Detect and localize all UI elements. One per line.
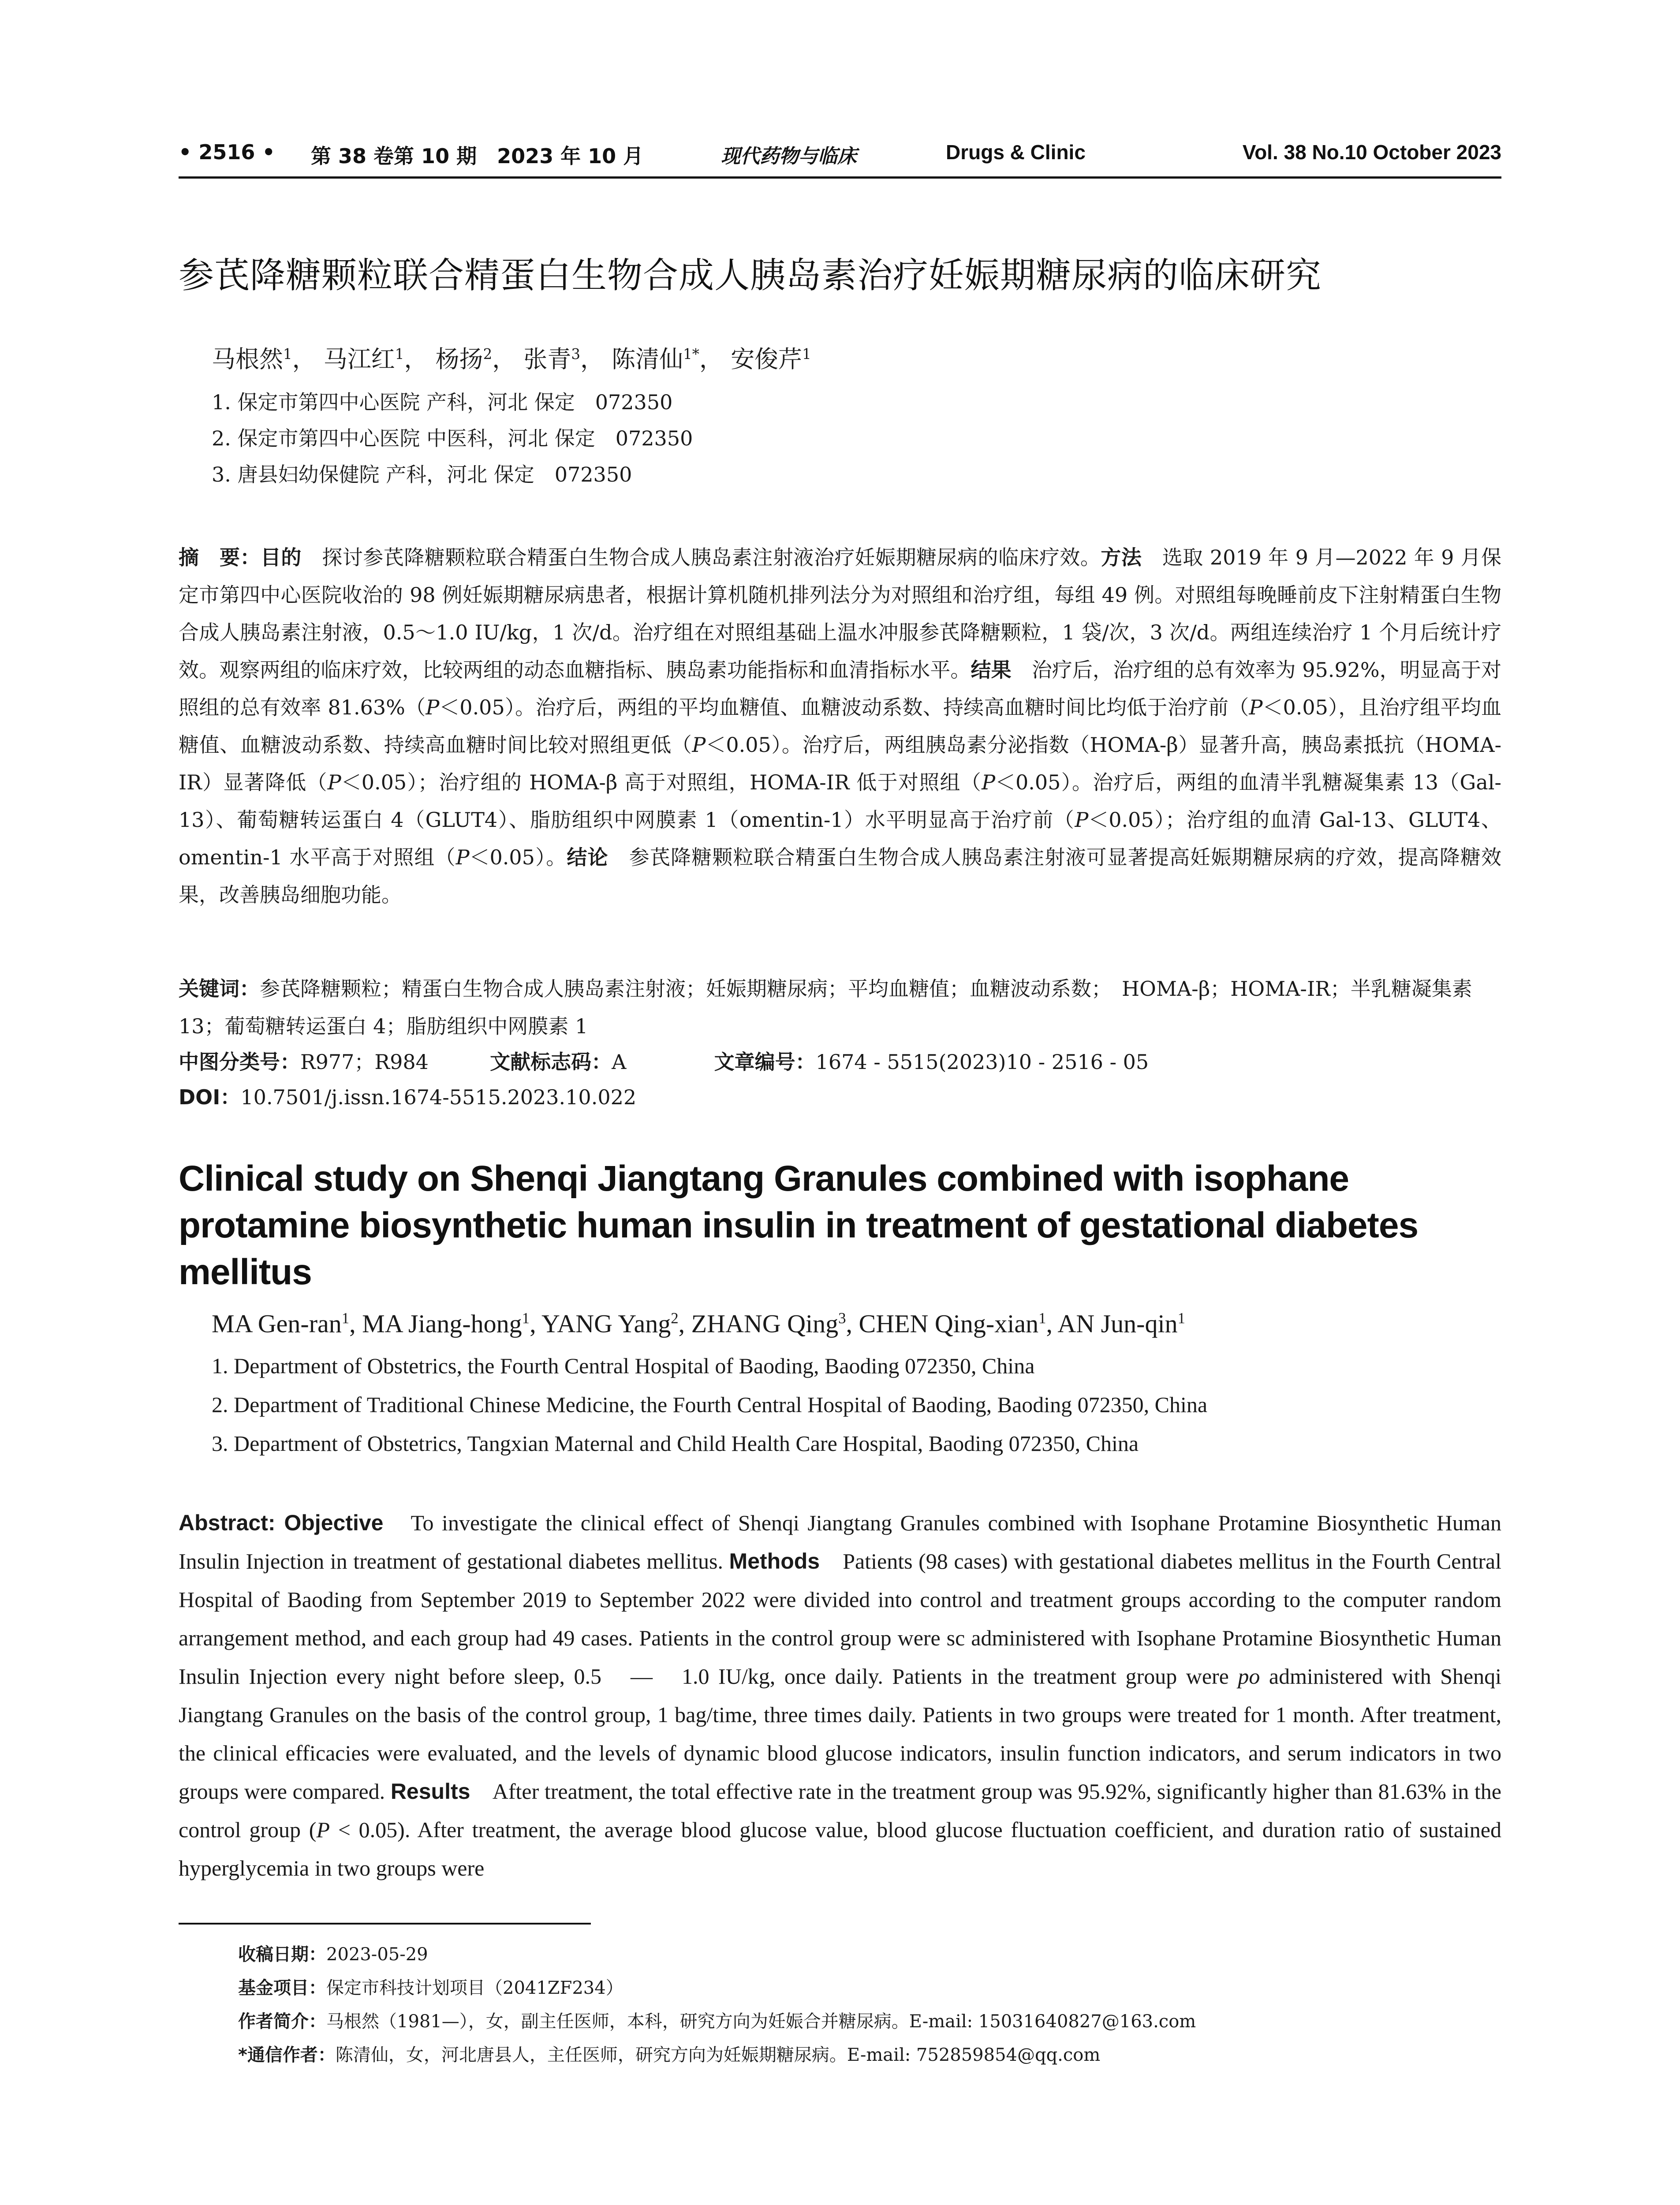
methods-label: Methods	[729, 1549, 820, 1573]
author-sup: 1	[802, 346, 811, 363]
footnote-funding	[238, 1974, 623, 1999]
clc-label: 中图分类号：	[179, 1050, 300, 1074]
footnote-label: 基金项目：	[238, 1978, 326, 1998]
keywords-text: 参芪降糖颗粒；精蛋白生物合成人胰岛素注射液；妊娠期糖尿病；平均血糖值；血糖波动系数； HOMA-β；HOMA-IR；半乳糖凝集素 13；葡萄糖转运蛋白 4；脂肪组织中网膜素 1	[179, 977, 1472, 1038]
objective-label: 目的	[260, 546, 302, 569]
abstract-en	[179, 1504, 1501, 1887]
affiliation-en: 1. Department of Obstetrics, the Fourth Central Hospital of Baoding, Baoding 072350, China	[212, 1353, 1035, 1378]
results-text: < 0.05). After treatment, the average blood glucose value, blood glucose fluctuation coefficient, and duration ratio of sustained hyperglycemia in two groups were	[179, 1817, 1502, 1880]
p-symbol: P	[1075, 808, 1089, 832]
title-cn: 参芪降糖颗粒联合精蛋白生物合成人胰岛素治疗妊娠期糖尿病的临床研究	[179, 255, 1322, 296]
methods-text: administered with Shenqi Jiangtang Granules on the basis of the control group, 1 bag/time, three times daily. Patients in two groups were treated for 1 month. After treatment, the clinical efficacies were evaluated, and the levels of dynamic blood glucose indicators, insulin function indicators, and serum indicators in two groups were compared.	[179, 1664, 1501, 1804]
author-cn: 杨扬	[435, 345, 483, 373]
author-separator: ,	[349, 1309, 362, 1338]
abstract-objective-label: Abstract: Objective	[179, 1510, 384, 1535]
author-cn: 安俊芹	[731, 345, 803, 373]
p-symbol: P	[1249, 695, 1263, 719]
article-no-label: 文章编号：	[714, 1050, 816, 1074]
p-symbol: P	[455, 845, 470, 869]
methods-text: 选取 2019 年 9 月—2022 年 9 月保定市第四中心医院收治的 98 例妊娠期糖尿病患者，根据计算机随机排列法分为对照组和治疗组，每组 49 例。对照组每晚睡前皮下注射精蛋白生物合成人胰岛素注射液，0.5～1.0 IU/kg，1 次/d。治疗组在对照组基础上温水冲服参芪降糖颗粒，1 袋/次，3 次/d。两组连续治疗 1 个月后统计疗效。观察两组的临床疗效，比较两组的动态血糖指标、胰岛素功能指标和血清指标水平。	[179, 546, 1502, 682]
results-label: 结果	[971, 658, 1012, 682]
footnote-text: 马根然（1981—），女，副主任医师，本科，研究方向为妊娠合并糖尿病。E-mail: 15031640827@163.com	[326, 2011, 1196, 2032]
results-text: 治疗后，治疗组的总有效率为 95.92%，明显高于对照组的总有效率 81.63%（	[179, 658, 1502, 719]
author-separator: ,	[1046, 1309, 1058, 1338]
author-cn: 马江红	[323, 345, 395, 373]
footnote-text: 保定市科技计划项目（2041ZF234）	[326, 1978, 623, 1998]
footnote-label: 作者简介：	[238, 2011, 326, 2032]
methods-text: Patients (98 cases) with gestational diabetes mellitus in the Fourth Central Hospital of Baoding from September 2019 to September 2022 were divided into control and treatment groups according to the computer random arrangement method, and each group had 49 cases. Patients in the control group were sc administered with Isophane Protamine Biosynthetic Human Insulin Injection every night before sleep, 0.5 — 1.0 IU/kg, once daily. Patients in the treatment group were	[179, 1549, 1501, 1689]
clc-value: R977；R984	[300, 1050, 429, 1074]
doi-value: 10.7501/j.issn.1674-5515.2023.10.022	[240, 1085, 637, 1109]
results-text: After treatment, the total effective rate in the treatment group was 95.92%, significantly higher than 81.63% in the control group (	[179, 1779, 1502, 1842]
author-list-en	[212, 1309, 1185, 1338]
author-sup: 3	[571, 346, 580, 363]
author-sup: 1	[341, 1309, 350, 1327]
author-sup: 1	[1038, 1309, 1046, 1327]
affiliation-cn: 1. 保定市第四中心医院 产科，河北 保定 072350	[212, 390, 673, 414]
doi-label: DOI：	[179, 1085, 241, 1109]
classification-line	[179, 1046, 1149, 1075]
page-number: • 2516 •	[179, 140, 275, 164]
affiliation-en: 2. Department of Traditional Chinese Medicine, the Fourth Central Hospital of Baoding, Baoding 072350, China	[212, 1392, 1208, 1417]
header-rule	[179, 176, 1501, 179]
article-no-value: 1674 - 5515(2023)10 - 2516 - 05	[815, 1050, 1149, 1074]
footnote-received	[238, 1940, 428, 1966]
po-abbrev: po	[1238, 1664, 1260, 1689]
affiliation-cn: 2. 保定市第四中心医院 中医科，河北 保定 072350	[212, 426, 693, 450]
p-symbol: P	[426, 695, 440, 719]
author-en: MA Jiang-hong	[362, 1309, 522, 1338]
author-en: ZHANG Qing	[691, 1309, 839, 1338]
p-symbol: P	[327, 770, 341, 794]
results-label: Results	[390, 1779, 470, 1804]
journal-name-en: Drugs & Clinic	[946, 141, 1086, 164]
author-separator: ，	[292, 345, 316, 373]
p-symbol: P	[982, 770, 996, 794]
doc-code-label: 文献标志码：	[490, 1050, 612, 1074]
results-text: ＜0.05）。治疗后，两组的血清半乳糖凝集素 13（Gal-13）、葡萄糖转运蛋白 4（GLUT4）、脂肪组织中网膜素 1（omentin-1）水平明显高于治疗前（	[179, 770, 1501, 832]
author-sup: 1*	[683, 346, 699, 363]
author-separator: ,	[678, 1309, 691, 1338]
author-cn: 马根然	[212, 345, 283, 373]
author-sup: 1	[522, 1309, 530, 1327]
author-sup: 3	[838, 1309, 846, 1327]
author-en: YANG Yang	[541, 1309, 671, 1338]
affiliation-en: 3. Department of Obstetrics, Tangxian Maternal and Child Health Care Hospital, Baoding 072350, China	[212, 1431, 1139, 1456]
results-text: ＜0.05）；治疗组的 HOMA-β 高于对照组，HOMA-IR 低于对照组（	[341, 770, 982, 794]
journal-name-cn: 现代药物与临床	[721, 145, 857, 168]
author-sup: 2	[483, 346, 493, 363]
footnote-label: 收稿日期：	[238, 1944, 326, 1965]
author-list-cn	[212, 340, 811, 374]
author-separator: ，	[404, 345, 428, 373]
results-text: ＜0.05）。治疗后，两组的平均血糖值、血糖波动系数、持续高血糖时间比均低于治疗前（	[439, 695, 1249, 719]
author-sup: 1	[395, 346, 404, 363]
doc-code-value: A	[612, 1050, 627, 1074]
conclusion-text: 参芪降糖颗粒联合精蛋白生物合成人胰岛素注射液可显著提高妊娠期糖尿病的疗效，提高降糖效果，改善胰岛细胞功能。	[179, 845, 1502, 907]
author-separator: ,	[530, 1309, 541, 1338]
keywords-label: 关键词：	[179, 977, 260, 1001]
results-text: ＜0.05）。治疗后，两组胰岛素分泌指数（HOMA-β）显著升高，胰岛素抵抗（HOMA-IR）显著降低（	[179, 733, 1501, 794]
title-en: Clinical study on Shenqi Jiangtang Granules combined with isophane protamine biosynthetic human insulin in treatment of gestational diabetes mellitus	[179, 1159, 1419, 1292]
author-separator: ，	[699, 345, 723, 373]
author-separator: ，	[580, 345, 604, 373]
objective-text: To investigate the clinical effect of Shenqi Jiangtang Granules combined with Isophane Protamine Biosynthetic Human Insulin Injection in treatment of gestational diabetes mellitus.	[179, 1510, 1501, 1573]
results-text: ＜0.05），且治疗组平均血糖值、血糖波动系数、持续高血糖时间比较对照组更低（	[179, 695, 1501, 757]
footnote-text: 陈清仙，女，河北唐县人，主任医师，研究方向为妊娠期糖尿病。E-mail: 752859854@qq.com	[335, 2045, 1101, 2065]
author-en: MA Gen-ran	[212, 1309, 342, 1338]
affiliation-cn: 3. 唐县妇幼保健院 产科，河北 保定 072350	[212, 463, 632, 486]
author-sup: 2	[671, 1309, 679, 1327]
doi-line	[179, 1081, 636, 1110]
issue-en: Vol. 38 No.10 October 2023	[1242, 141, 1501, 164]
author-separator: ，	[492, 345, 516, 373]
author-sup: 1	[1177, 1309, 1185, 1327]
results-text: ＜0.05）。	[469, 845, 567, 869]
p-symbol: P	[316, 1817, 330, 1842]
author-sup: 1	[283, 346, 292, 363]
author-cn: 张青	[523, 345, 571, 373]
p-symbol: P	[692, 733, 706, 757]
author-cn: 陈清仙	[612, 345, 683, 373]
author-en: AN Jun-qin	[1057, 1309, 1178, 1338]
author-en: CHEN Qing-xian	[859, 1309, 1039, 1338]
results-text: ＜0.05）；治疗组的血清 Gal-13、GLUT4、omentin-1 水平高于对照组（	[179, 808, 1501, 869]
footnote-text: 2023-05-29	[326, 1944, 428, 1965]
issue-cn: 第 38 卷第 10 期 2023 年 10 月	[311, 144, 644, 168]
abstract-label: 摘 要：	[179, 546, 261, 569]
abstract-cn	[179, 539, 1501, 914]
conclusion-label: 结论	[567, 845, 609, 869]
footnote-rule	[179, 1923, 591, 1925]
footnote-label: *通信作者：	[238, 2045, 336, 2065]
objective-text: 探讨参芪降糖颗粒联合精蛋白生物合成人胰岛素注射液治疗妊娠期糖尿病的临床疗效。	[301, 546, 1101, 569]
keywords-cn	[179, 970, 1501, 1045]
methods-label: 方法	[1101, 546, 1142, 569]
running-header	[179, 140, 1501, 176]
footnote-author-bio	[238, 2007, 1196, 2033]
author-separator: ,	[846, 1309, 859, 1338]
footnote-corresponding	[238, 2041, 1100, 2066]
